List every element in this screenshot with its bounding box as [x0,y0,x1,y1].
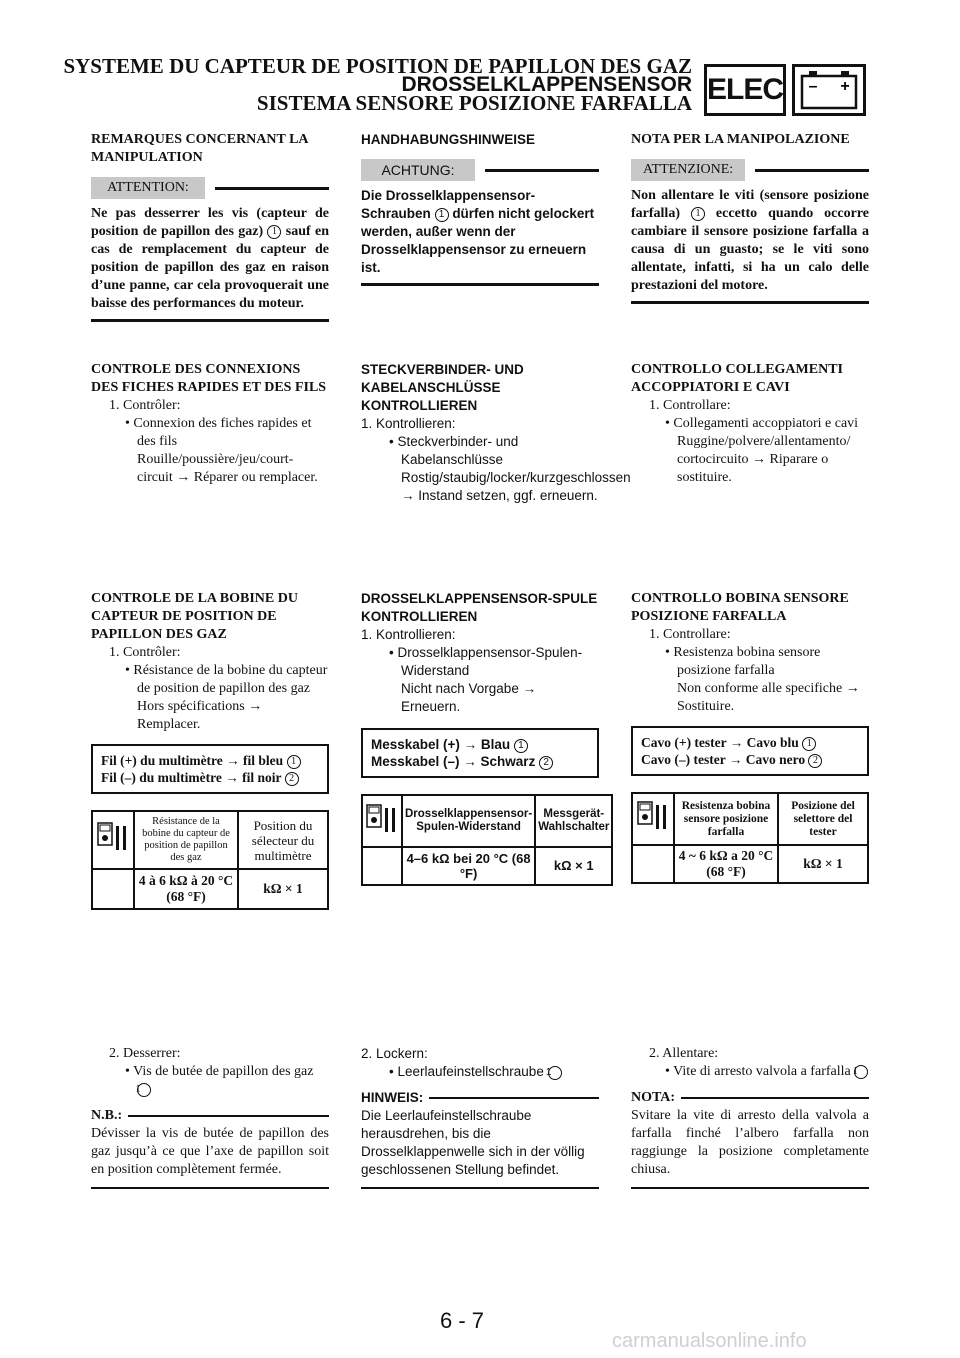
it-coil-section [631,590,869,884]
de-step2-section [361,1045,599,1189]
de-wire2: Messkabel (–) → Schwarz [371,754,536,769]
de-step2: 2. Lockern: [361,1046,428,1061]
page-number: 6 - 7 [440,1308,485,1333]
de-note-header [361,1089,599,1107]
it-table-h2: Posizione del selettore del tester [778,793,868,845]
elec-badge: ELEC [704,64,786,116]
it-attention-header [631,159,869,181]
callout-2: 2 [539,756,553,770]
fr-coil-bullet: • Résistance de la bobine du capteur de position de papillon des gaz [125,663,328,696]
fr-handling-section [91,131,329,322]
it-spec-table [631,792,869,884]
it-attention-label: ATTENZIONE: [631,159,745,181]
callout-1: 1 [802,737,816,751]
it-step2-section [631,1045,869,1189]
title-it: SISTEMA SENSORE POSIZIONE FARFALLA [256,91,692,115]
it-wire1: Cavo (+) tester → Cavo blu [641,735,799,750]
it-wire-box [631,726,869,776]
fr-note-label: N.B.: [91,1108,123,1123]
callout-1: 1 [854,1065,868,1079]
fr-conn-bullet: • Connexion des fiches rapides et des fils [125,416,312,449]
it-conn-bullet: • Collegamenti accoppiatori e cavi [665,416,859,431]
watermark: carmanualsonline.info [612,1330,807,1352]
fr-conn-step: 1. Contrôler: [109,398,181,413]
de-table-h2: Messgerät-Wahlschalter [535,795,612,847]
de-table-v2: kΩ × 1 [535,847,612,885]
it-note-header [631,1089,869,1107]
callout-2: 2 [285,772,299,786]
fr-attention-text [91,205,329,313]
de-note-text: Die Leerlaufeinstellschraube herausdrehen, bis die Drosselklappenwelle sich in der völlig geschlossenen Stellung befindet. [361,1108,585,1177]
de-attention-text [361,187,599,277]
de-wire-box [361,728,599,778]
it-conn-detail: Ruggine/polvere/allentamento/ cortocircuito → Riparare o sostituire. [677,434,851,485]
it-table-h1: Resistenza bobina sensore posizione farfalla [674,793,778,845]
battery-icon [792,64,866,116]
it-note-text: Svitare la vite di arresto della valvola a farfalla finché l’albero farfalla non raggiunge la posizione completamente chiusa. [631,1108,869,1177]
fr-note-header [91,1107,329,1125]
fr-coil-title: CONTROLE DE LA BOBINE DU CAPTEUR DE POSITION DE PAPILLON DES GAZ [91,591,298,642]
fr-wire1: Fil (+) du multimètre → fil bleu [101,753,284,768]
de-attention-text-b: dürfen nicht gelockert werden, außer wenn der Drosselklappensensor zu erneuern ist. [361,206,595,275]
callout-1: 1 [691,207,705,221]
fr-attention-label: ATTENTION: [91,177,205,199]
fr-spec-table [91,810,329,910]
multimeter-icon [362,795,402,847]
it-connection-section [631,361,869,487]
multimeter-icon [92,811,134,869]
it-handling-section [631,131,869,304]
fr-attention-header [91,177,329,199]
callout-1: 1 [548,1066,562,1080]
fr-conn-detail: Rouille/poussière/jeu/court-circuit → Réparer ou remplacer. [137,452,318,485]
fr-wire2: Fil (–) du multimètre → fil noir [101,770,282,785]
battery-plus: + [840,78,850,95]
fr-attention-text-a: Ne pas desserrer les vis (capteur de position de papillon des gaz) [91,206,329,239]
de-coil-detail: Nicht nach Vorgabe → Erneuern. [401,681,537,714]
de-note-label: HINWEIS: [361,1090,424,1105]
fr-table-v1: 4 à 6 kΩ à 20 °C (68 °F) [134,869,238,909]
de-attention-header [361,159,599,181]
it-conn-step: 1. Controllare: [649,398,731,413]
fr-conn-title: CONTROLE DES CONNEXIONS DES FICHES RAPIDES ET DES FILS [91,362,327,395]
de-table-v1: 4–6 kΩ bei 20 °C (68 °F) [402,847,535,885]
it-handling-title: NOTA PER LA MANIPOLAZIONE [631,132,850,147]
it-attention-text [631,187,869,295]
fr-note-text: Dévisser la vis de butée de papillon des gaz jusqu’à ce que l’axe de papillon soit en position complètement fermée. [91,1126,329,1177]
de-conn-detail: Rostig/staubig/locker/kurzgeschlossen → Instand setzen, ggf. erneuern. [401,470,631,503]
de-coil-title: DROSSELKLAPPENSENSOR-SPULE KONTROLLIEREN [361,591,598,624]
callout-1: 1 [267,225,281,239]
title-fr: SYSTEME DU CAPTEUR DE POSITION DE PAPILLON DES GAZ [63,54,692,78]
fr-coil-detail: Hors spécifications → Remplacer. [137,699,263,732]
de-coil-bullet: • Drosselklappensensor-Spulen-Widerstand [389,645,583,678]
fr-table-h1: Résistance de la bobine du capteur de position de papillon des gaz [134,811,238,869]
it-table-v1: 4 ~ 6 kΩ a 20 °C (68 °F) [674,845,778,883]
de-step2-bullet-text: • Leerlaufeinstellschraube [389,1064,544,1079]
fr-step2-bullet-text: • Vis de butée de papillon des gaz [125,1064,314,1079]
callout-2: 2 [808,754,822,768]
de-connection-section [361,361,631,505]
it-step2-bullet-text: • Vite di arresto valvola a farfalla [665,1064,851,1079]
it-coil-detail: Non conforme alle specifiche → Sostituire. [677,681,860,714]
it-step2-bullet [631,1063,869,1081]
de-table-h1: Drosselklappensensor-Spulen-Widerstand [402,795,535,847]
fr-step2: 2. Desserrer: [109,1046,181,1061]
it-table-v2: kΩ × 1 [778,845,868,883]
it-attention-text-a: Non allentare le viti (sensore posizione farfalla) [631,188,869,221]
it-wire2: Cavo (–) tester → Cavo nero [641,752,806,767]
de-handling-section [361,131,599,286]
it-note-label: NOTA: [631,1090,676,1105]
it-coil-step: 1. Controllare: [649,627,731,642]
fr-table-v2: kΩ × 1 [238,869,328,909]
fr-step2-section [91,1045,329,1189]
fr-coil-step: 1. Contrôler: [109,645,181,660]
it-coil-title: CONTROLLO BOBINA SENSORE POSIZIONE FARFALLA [631,591,849,624]
de-handling-title: HANDHABUNGSHINWEISE [361,132,536,147]
de-coil-step: 1. Kontrollieren: [361,627,456,642]
it-coil-bullet: • Resistenza bobina sensore posizione farfalla [665,645,821,678]
de-coil-section [361,590,610,886]
fr-coil-section [91,590,329,910]
de-attention-label: ACHTUNG: [361,159,475,181]
de-step2-bullet [361,1063,599,1081]
it-step2: 2. Allentare: [649,1046,719,1061]
it-conn-title: CONTROLLO COLLEGAMENTI ACCOPPIATORI E CAVI [631,362,843,395]
callout-1: 1 [137,1083,151,1097]
de-spec-table [361,794,613,886]
title-de: DROSSELKLAPPENSENSOR [401,73,692,96]
de-conn-step: 1. Kontrollieren: [361,416,456,431]
de-attention-text-a: Die Drosselklappensensor-Schrauben [361,188,536,221]
battery-minus: – [808,78,818,95]
callout-1: 1 [435,208,449,222]
multimeter-icon [632,793,674,845]
it-attention-text-b: eccetto quando occorre cambiare il sensore posizione farfalla a causa di un guasto; se le viti sono allentate, infatti, si ha un calo delle prestazioni del motore. [631,206,869,293]
de-wire1: Messkabel (+) → Blau [371,737,511,752]
fr-connection-section [91,361,329,487]
fr-wire-box [91,744,329,794]
de-conn-bullet: • Steckverbinder- und Kabelanschlüsse [389,434,519,467]
de-conn-title: STECKVERBINDER- UND KABELANSCHLÜSSE KONTROLLIEREN [361,362,524,413]
fr-attention-text-b: sauf en cas de remplacement du capteur de position de papillon des gaz en raison d’une panne, car cela provoquerait une baisse des performances du moteur. [91,224,329,311]
fr-handling-title: REMARQUES CONCERNANT LA MANIPULATION [91,132,308,165]
callout-1: 1 [514,739,528,753]
callout-1: 1 [287,755,301,769]
fr-step2-bullet [91,1063,329,1099]
fr-table-h2: Position du sélecteur du multimètre [238,811,328,869]
